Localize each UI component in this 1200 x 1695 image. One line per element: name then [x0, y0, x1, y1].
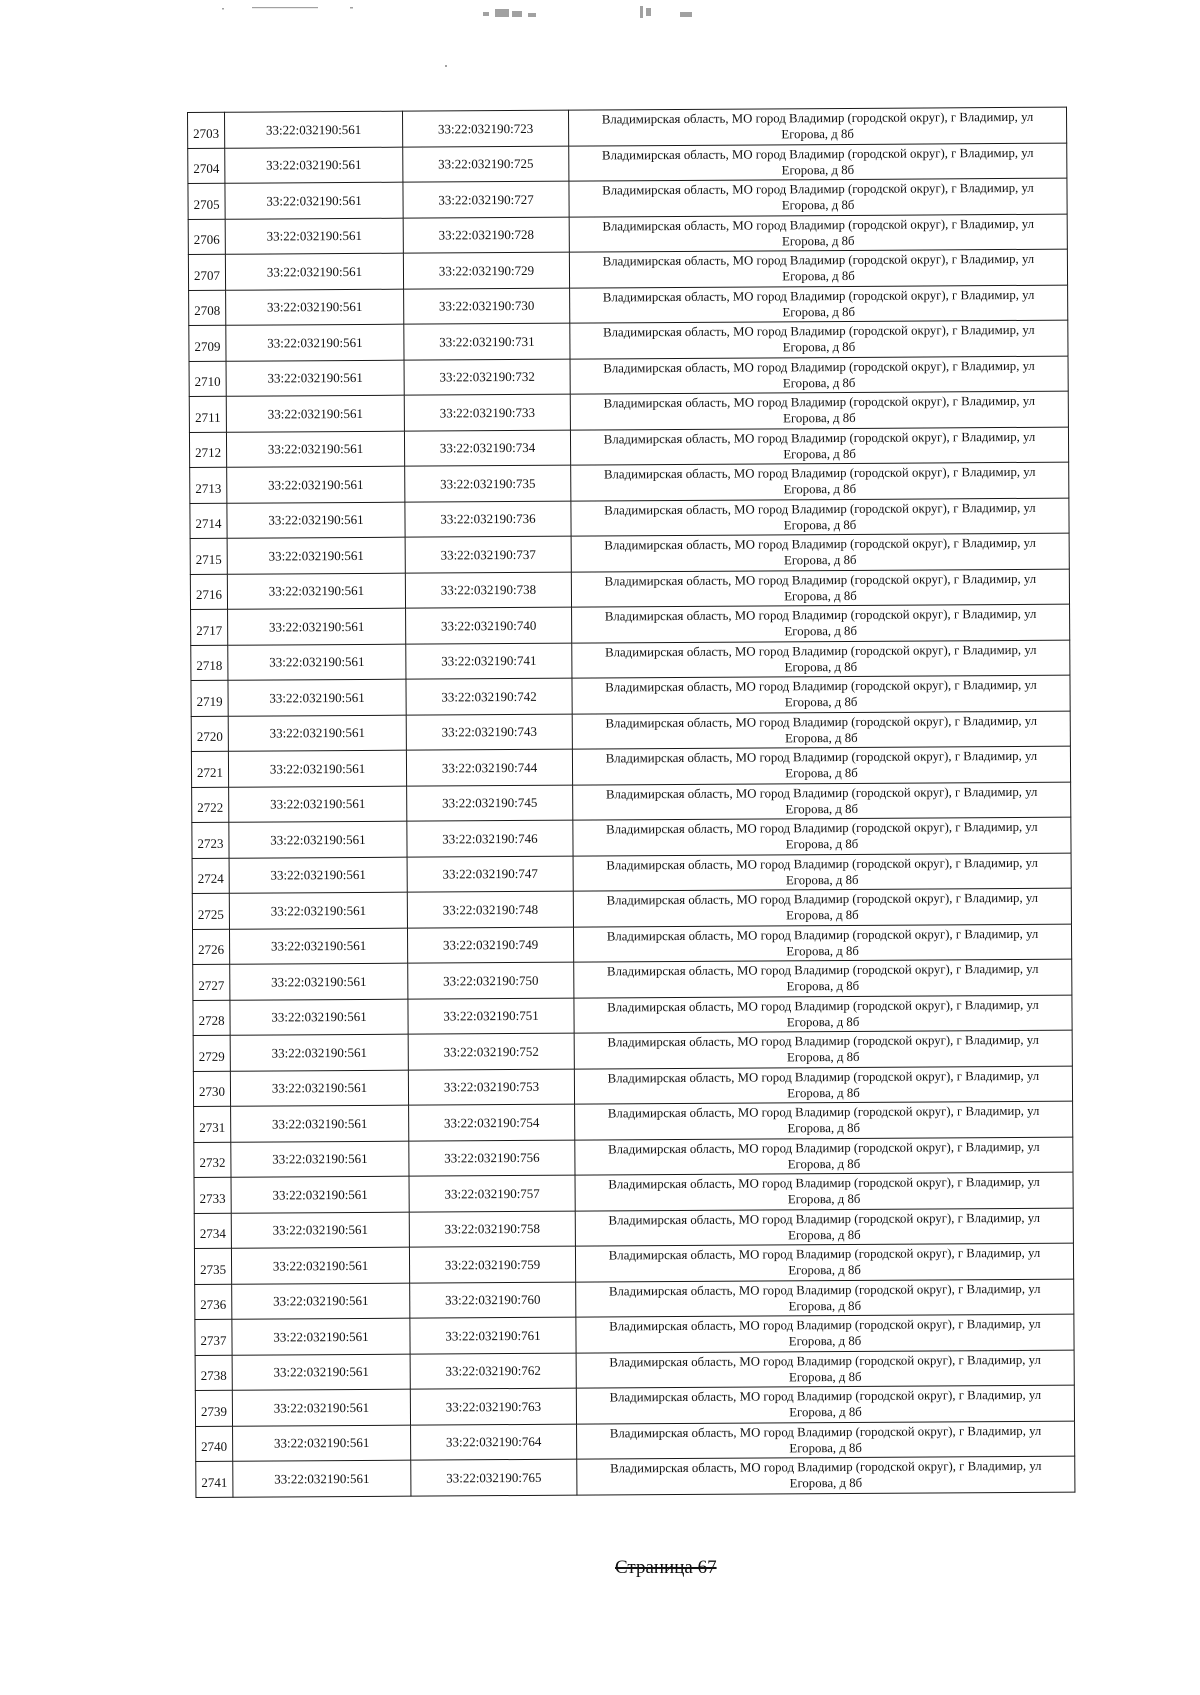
- parent-cadastral-number-cell: 33:22:032190:561: [232, 1354, 410, 1391]
- address-line-2: Егорова, д 8б: [783, 517, 857, 533]
- table-row: [194, 1172, 1073, 1213]
- address-line-2: Егорова, д 8б: [786, 1050, 860, 1065]
- address-line-1: Владимирская область, МО город Владимир (городской округ), г Владимир, ул: [604, 536, 1036, 553]
- parent-cadastral-number-cell: 33:22:032190:561: [232, 1283, 410, 1320]
- row-number-cell: 2729: [193, 1035, 230, 1071]
- address-line-2: Егорова, д 8б: [785, 766, 858, 781]
- cadastral-number-cell: 33:22:032190:735: [405, 465, 571, 502]
- row-number-cell: 2721: [191, 751, 228, 787]
- row-number-cell: 2722: [192, 787, 229, 823]
- parent-cadastral-number-cell: 33:22:032190:561: [226, 431, 404, 468]
- parent-cadastral-number-cell: 33:22:032190:561: [230, 999, 408, 1036]
- address-cell: [575, 1243, 1073, 1282]
- parent-cadastral-number-cell: 33:22:032190:561: [227, 466, 405, 503]
- parent-cadastral-number-cell: 33:22:032190:561: [228, 715, 406, 752]
- address-cell: [575, 1208, 1073, 1247]
- address-line-2: Егорова, д 8б: [781, 127, 854, 142]
- parent-cadastral-number-cell: 33:22:032190:561: [227, 537, 405, 574]
- address-line-1: Владимирская область, МО город Владимир (городской округ), г Владимир, ул: [609, 1352, 1041, 1370]
- row-number-cell: 2731: [194, 1106, 231, 1142]
- address-line-2: Егорова, д 8б: [783, 411, 856, 426]
- table-row: [191, 604, 1070, 645]
- table-row: [194, 1208, 1073, 1249]
- cadastral-number-cell: 33:22:032190:741: [406, 643, 572, 680]
- address-line-1: Владимирская область, МО город Владимир (городской округ), г Владимир, ул: [608, 1175, 1040, 1192]
- row-number-cell: 2720: [191, 716, 228, 752]
- address-cell: [572, 711, 1070, 750]
- parent-cadastral-number-cell: 33:22:032190:561: [231, 1141, 409, 1178]
- cadastral-number-cell: 33:22:032190:736: [405, 501, 571, 538]
- address-line-2: Егорова, д 8б: [787, 1192, 861, 1207]
- parent-cadastral-number-cell: 33:22:032190:561: [232, 1318, 410, 1355]
- address-line-2: Егорова, д 8б: [787, 1156, 861, 1172]
- address-line-1: Владимирская область, МО город Владимир (городской округ), г Владимир, ул: [608, 1210, 1041, 1228]
- address-line-2: Егорова, д 8б: [789, 1476, 863, 1491]
- parent-cadastral-number-cell: 33:22:032190:561: [229, 821, 407, 858]
- address-line-1: Владимирская область, МО город Владимир (городской округ), г Владимир, ул: [609, 1388, 1042, 1405]
- address-cell: [574, 1030, 1072, 1069]
- address-cell: [569, 249, 1067, 288]
- table-row: [188, 214, 1067, 255]
- address-line-2: Егорова, д 8б: [784, 588, 857, 604]
- parent-cadastral-number-cell: 33:22:032190:561: [230, 1034, 408, 1071]
- address-line-2: Егорова, д 8б: [787, 1121, 861, 1136]
- row-number-cell: 2736: [195, 1284, 232, 1320]
- address-cell: [572, 675, 1070, 714]
- address-line-1: Владимирская область, МО город Владимир (городской округ), г Владимир, ул: [607, 997, 1039, 1015]
- table-row: [193, 995, 1072, 1036]
- address-cell: [574, 959, 1072, 998]
- table-row: [189, 391, 1068, 432]
- address-cell: [574, 995, 1072, 1034]
- table-row: [192, 853, 1071, 894]
- cadastral-number-cell: 33:22:032190:760: [410, 1282, 576, 1319]
- address-line-2: Егорова, д 8б: [781, 233, 855, 249]
- address-cell: [571, 498, 1069, 537]
- address-line-2: Егорова, д 8б: [785, 837, 859, 852]
- address-line-1: Владимирская область, МО город Владимир (городской округ), г Владимир, ул: [604, 607, 1037, 624]
- table-row: [191, 675, 1070, 716]
- row-number-cell: 2714: [190, 503, 227, 539]
- table-row: [194, 1101, 1073, 1142]
- cadastral-number-cell: 33:22:032190:729: [403, 252, 569, 289]
- address-line-1: Владимирская область, МО город Владимир (городской округ), г Владимир, ул: [605, 749, 1038, 766]
- cadastral-number-cell: 33:22:032190:754: [409, 1104, 575, 1141]
- address-line-2: Егорова, д 8б: [786, 943, 859, 959]
- address-line-1: Владимирская область, МО город Владимир (городской округ), г Владимир, ул: [607, 1104, 1040, 1121]
- parent-cadastral-number-cell: 33:22:032190:561: [228, 644, 406, 681]
- row-number-cell: 2710: [189, 361, 226, 397]
- address-cell: [573, 924, 1071, 963]
- cadastral-number-cell: 33:22:032190:763: [410, 1388, 576, 1425]
- address-line-2: Егорова, д 8б: [788, 1263, 861, 1278]
- table-row: [196, 1456, 1075, 1497]
- row-number-cell: 2728: [193, 1000, 230, 1036]
- row-number-cell: 2738: [195, 1355, 232, 1391]
- parent-cadastral-number-cell: 33:22:032190:561: [226, 395, 404, 432]
- cadastral-number-cell: 33:22:032190:737: [405, 536, 571, 573]
- cadastral-number-cell: 33:22:032190:744: [406, 749, 572, 786]
- address-cell: [572, 746, 1070, 785]
- row-number-cell: 2741: [196, 1461, 233, 1497]
- cadastral-number-cell: 33:22:032190:732: [404, 359, 570, 396]
- row-number-cell: 2732: [194, 1142, 231, 1178]
- row-number-cell: 2712: [189, 432, 226, 468]
- row-number-cell: 2715: [190, 538, 227, 574]
- address-line-2: Егорова, д 8б: [785, 801, 859, 817]
- parent-cadastral-number-cell: 33:22:032190:561: [229, 892, 407, 929]
- address-line-1: Владимирская область, МО город Владимир (городской округ), г Владимир, ул: [608, 1139, 1040, 1157]
- address-cell: [573, 817, 1071, 856]
- table-row: [190, 569, 1069, 610]
- row-number-cell: 2718: [191, 645, 228, 681]
- address-line-1: Владимирская область, МО город Владимир (городской округ), г Владимир, ул: [604, 571, 1037, 589]
- table-row: [193, 1030, 1072, 1071]
- cadastral-number-cell: 33:22:032190:734: [404, 430, 570, 467]
- address-line-1: Владимирская область, МО город Владимир (городской округ), г Владимир, ул: [608, 1246, 1041, 1263]
- table-row: [191, 746, 1070, 787]
- row-number-cell: 2727: [193, 964, 230, 1000]
- address-line-2: Егорова, д 8б: [786, 908, 859, 923]
- row-number-cell: 2734: [194, 1213, 231, 1249]
- address-line-1: Владимирская область, МО город Владимир (городской округ), г Владимир, ул: [606, 855, 1038, 873]
- address-line-1: Владимирская область, МО город Владимир (городской округ), г Владимир, ул: [602, 287, 1035, 305]
- cadastral-number-cell: 33:22:032190:759: [409, 1246, 575, 1283]
- table-row: [189, 356, 1068, 397]
- row-number-cell: 2735: [194, 1248, 231, 1284]
- table-row: [195, 1314, 1074, 1355]
- address-line-1: Владимирская область, МО город Владимир (городской округ), г Владимир, ул: [602, 181, 1034, 198]
- parent-cadastral-number-cell: 33:22:032190:561: [227, 502, 405, 539]
- address-line-1: Владимирская область, МО город Владимир (городской округ), г Владимир, ул: [609, 1317, 1041, 1334]
- address-line-2: Егорова, д 8б: [784, 624, 857, 639]
- cadastral-number-cell: 33:22:032190:743: [406, 714, 572, 751]
- row-number-cell: 2724: [192, 858, 229, 894]
- address-cell: [568, 107, 1066, 146]
- address-line-2: Егорова, д 8б: [784, 659, 858, 675]
- row-number-cell: 2719: [191, 680, 228, 716]
- address-cell: [570, 320, 1068, 359]
- address-line-2: Егорова, д 8б: [782, 304, 856, 320]
- address-line-1: Владимирская область, МО город Владимир (городской округ), г Владимир, ул: [604, 500, 1036, 518]
- row-number-cell: 2703: [188, 112, 225, 148]
- cadastral-number-cell: 33:22:032190:727: [403, 181, 569, 218]
- table-row: [189, 285, 1068, 326]
- address-line-1: Владимирская область, МО город Владимир (городской округ), г Владимир, ул: [605, 678, 1037, 695]
- parent-cadastral-number-cell: 33:22:032190:561: [225, 253, 403, 290]
- row-number-cell: 2711: [189, 396, 226, 432]
- address-line-2: Егорова, д 8б: [786, 1014, 860, 1030]
- table-row: [194, 1243, 1073, 1284]
- address-cell: [569, 214, 1067, 253]
- table-row: [192, 782, 1071, 823]
- address-line-2: Егорова, д 8б: [781, 198, 855, 213]
- address-line-2: Егорова, д 8б: [789, 1440, 862, 1456]
- cadastral-number-cell: 33:22:032190:761: [410, 1317, 576, 1354]
- address-cell: [575, 1137, 1073, 1176]
- table-row: [191, 640, 1070, 681]
- address-cell: [577, 1421, 1075, 1460]
- parent-cadastral-number-cell: 33:22:032190:561: [225, 147, 403, 184]
- scan-noise-marks: [0, 0, 1200, 80]
- table-row: [188, 178, 1067, 219]
- address-line-1: Владимирская область, МО город Владимир (городской округ), г Владимир, ул: [602, 252, 1035, 269]
- address-cell: [571, 533, 1069, 572]
- address-line-1: Владимирская область, МО город Владимир (городской округ), г Владимир, ул: [603, 323, 1035, 340]
- cadastral-number-cell: 33:22:032190:764: [411, 1424, 577, 1461]
- address-cell: [570, 285, 1068, 324]
- parent-cadastral-number-cell: 33:22:032190:561: [225, 182, 403, 219]
- table-row: [192, 888, 1071, 929]
- page-footer-label: Страница 67: [615, 1557, 717, 1578]
- address-cell: [575, 1101, 1073, 1140]
- address-cell: [572, 640, 1070, 679]
- table-row: [195, 1385, 1074, 1426]
- address-cell: [570, 391, 1068, 430]
- row-number-cell: 2733: [194, 1177, 231, 1213]
- address-line-1: Владимирская область, МО город Владимир (городской округ), г Владимир, ул: [601, 145, 1034, 163]
- row-number-cell: 2706: [188, 219, 225, 255]
- address-line-1: Владимирская область, МО город Владимир (городской округ), г Владимир, ул: [606, 926, 1039, 944]
- cadastral-number-cell: 33:22:032190:751: [408, 998, 574, 1035]
- address-line-2: Егорова, д 8б: [787, 1085, 860, 1101]
- parent-cadastral-number-cell: 33:22:032190:561: [227, 573, 405, 610]
- cadastral-number-cell: 33:22:032190:742: [406, 678, 572, 715]
- address-cell: [569, 143, 1067, 182]
- address-line-2: Егорова, д 8б: [781, 162, 855, 178]
- parent-cadastral-number-cell: 33:22:032190:561: [232, 1389, 410, 1426]
- address-line-2: Егорова, д 8б: [785, 730, 858, 746]
- parent-cadastral-number-cell: 33:22:032190:561: [231, 1105, 409, 1142]
- address-line-1: Владимирская область, МО город Владимир (городской округ), г Владимир, ул: [607, 1068, 1040, 1086]
- cadastral-number-cell: 33:22:032190:730: [404, 288, 570, 325]
- table-row: [192, 817, 1071, 858]
- address-cell: [573, 782, 1071, 821]
- address-line-2: Егорова, д 8б: [788, 1334, 862, 1349]
- address-line-1: Владимирская область, МО город Владимир (городской округ), г Владимир, ул: [603, 358, 1035, 376]
- parent-cadastral-number-cell: 33:22:032190:561: [225, 111, 403, 148]
- address-line-2: Егорова, д 8б: [783, 446, 856, 462]
- row-number-cell: 2717: [191, 609, 228, 645]
- address-line-2: Егорова, д 8б: [786, 979, 860, 994]
- address-line-1: Владимирская область, МО город Владимир (городской округ), г Владимир, ул: [605, 713, 1038, 731]
- parent-cadastral-number-cell: 33:22:032190:561: [230, 963, 408, 1000]
- address-line-2: Егорова, д 8б: [782, 340, 856, 355]
- table-row: [190, 533, 1069, 574]
- cadastral-number-cell: 33:22:032190:748: [407, 891, 573, 928]
- address-line-2: Егорова, д 8б: [788, 1298, 862, 1314]
- row-number-cell: 2707: [188, 254, 225, 290]
- row-number-cell: 2713: [190, 467, 227, 503]
- cadastral-number-cell: 33:22:032190:757: [409, 1175, 575, 1212]
- address-cell: [575, 1172, 1073, 1211]
- address-line-2: Егорова, д 8б: [782, 269, 855, 284]
- address-line-1: Владимирская область, МО город Владимир (городской округ), г Владимир, ул: [601, 110, 1034, 127]
- cadastral-number-cell: 33:22:032190:731: [404, 323, 570, 360]
- cadastral-number-cell: 33:22:032190:747: [407, 856, 573, 893]
- cadastral-number-cell: 33:22:032190:740: [406, 607, 572, 644]
- table-body: [188, 107, 1075, 1497]
- address-cell: [570, 427, 1068, 466]
- address-cell: [573, 853, 1071, 892]
- row-number-cell: 2708: [189, 290, 226, 326]
- row-number-cell: 2723: [192, 822, 229, 858]
- parent-cadastral-number-cell: 33:22:032190:561: [231, 1247, 409, 1284]
- parent-cadastral-number-cell: 33:22:032190:561: [231, 1212, 409, 1249]
- cadastral-number-cell: 33:22:032190:749: [407, 927, 573, 964]
- parent-cadastral-number-cell: 33:22:032190:561: [228, 608, 406, 645]
- cadastral-table: [187, 107, 1075, 1498]
- row-number-cell: 2740: [196, 1426, 233, 1462]
- row-number-cell: 2716: [190, 574, 227, 610]
- address-cell: [574, 1066, 1072, 1105]
- address-line-1: Владимирская область, МО город Владимир (городской округ), г Владимир, ул: [606, 962, 1039, 979]
- table-row: [193, 959, 1072, 1000]
- row-number-cell: 2709: [189, 325, 226, 361]
- table-row: [188, 143, 1067, 184]
- parent-cadastral-number-cell: 33:22:032190:561: [228, 750, 406, 787]
- table-row: [190, 498, 1069, 539]
- address-line-2: Егорова, д 8б: [785, 872, 859, 888]
- address-cell: [576, 1314, 1074, 1353]
- cadastral-number-cell: 33:22:032190:745: [407, 785, 573, 822]
- parent-cadastral-number-cell: 33:22:032190:561: [229, 786, 407, 823]
- address-cell: [576, 1350, 1074, 1389]
- cadastral-number-cell: 33:22:032190:733: [404, 394, 570, 431]
- table-row: [194, 1137, 1073, 1178]
- address-cell: [576, 1279, 1074, 1318]
- address-line-1: Владимирская область, МО город Владимир (городской округ), г Владимир, ул: [608, 1281, 1041, 1299]
- row-number-cell: 2739: [195, 1390, 232, 1426]
- parent-cadastral-number-cell: 33:22:032190:561: [233, 1425, 411, 1462]
- row-number-cell: 2730: [193, 1071, 230, 1107]
- address-line-1: Владимирская область, МО город Владимир (городской округ), г Владимир, ул: [603, 394, 1036, 411]
- parent-cadastral-number-cell: 33:22:032190:561: [226, 289, 404, 326]
- table-row: [193, 1066, 1072, 1107]
- cadastral-number-cell: 33:22:032190:762: [410, 1353, 576, 1390]
- address-line-1: Владимирская область, МО город Владимир (городской округ), г Владимир, ул: [606, 891, 1039, 908]
- parent-cadastral-number-cell: 33:22:032190:561: [228, 679, 406, 716]
- address-line-1: Владимирская область, МО город Владимир (городской округ), г Владимир, ул: [606, 820, 1038, 837]
- address-line-1: Владимирская область, МО город Владимир (городской округ), г Владимир, ул: [609, 1423, 1042, 1441]
- address-cell: [571, 462, 1069, 501]
- parent-cadastral-number-cell: 33:22:032190:561: [233, 1460, 411, 1497]
- address-line-1: Владимирская область, МО город Владимир (городской округ), г Владимир, ул: [602, 216, 1034, 234]
- row-number-cell: 2726: [192, 929, 229, 965]
- address-line-2: Егорова, д 8б: [783, 553, 857, 568]
- cadastral-number-cell: 33:22:032190:750: [408, 962, 574, 999]
- table-row: [195, 1350, 1074, 1391]
- address-cell: [573, 888, 1071, 927]
- row-number-cell: 2705: [188, 183, 225, 219]
- table-row: [190, 462, 1069, 503]
- table-row: [195, 1279, 1074, 1320]
- cadastral-number-cell: 33:22:032190:758: [409, 1211, 575, 1248]
- parent-cadastral-number-cell: 33:22:032190:561: [229, 928, 407, 965]
- table-row: [189, 320, 1068, 361]
- cadastral-number-cell: 33:22:032190:765: [411, 1459, 577, 1496]
- address-line-2: Егорова, д 8б: [783, 482, 857, 497]
- address-cell: [569, 178, 1067, 217]
- address-line-1: Владимирская область, МО город Владимир (городской округ), г Владимир, ул: [605, 642, 1037, 660]
- address-line-2: Егорова, д 8б: [784, 695, 858, 710]
- address-line-2: Егорова, д 8б: [788, 1369, 862, 1385]
- parent-cadastral-number-cell: 33:22:032190:561: [231, 1176, 409, 1213]
- cadastral-number-cell: 33:22:032190:756: [409, 1140, 575, 1177]
- address-line-1: Владимирская область, МО город Владимир (городской округ), г Владимир, ул: [605, 784, 1038, 802]
- parent-cadastral-number-cell: 33:22:032190:561: [225, 218, 403, 255]
- cadastral-number-cell: 33:22:032190:728: [403, 217, 569, 254]
- address-cell: [576, 1385, 1074, 1424]
- row-number-cell: 2725: [192, 893, 229, 929]
- address-cell: [577, 1456, 1075, 1495]
- cadastral-number-cell: 33:22:032190:746: [407, 820, 573, 857]
- parent-cadastral-number-cell: 33:22:032190:561: [226, 324, 404, 361]
- table-row: [189, 427, 1068, 468]
- cadastral-number-cell: 33:22:032190:725: [403, 146, 569, 183]
- table-row: [191, 711, 1070, 752]
- cadastral-number-cell: 33:22:032190:738: [405, 572, 571, 609]
- address-line-1: Владимирская область, МО город Владимир (городской округ), г Владимир, ул: [603, 465, 1036, 482]
- row-number-cell: 2737: [195, 1319, 232, 1355]
- parent-cadastral-number-cell: 33:22:032190:561: [229, 857, 407, 894]
- address-line-2: Егорова, д 8б: [782, 375, 856, 391]
- parent-cadastral-number-cell: 33:22:032190:561: [226, 360, 404, 397]
- address-line-2: Егорова, д 8б: [789, 1405, 862, 1420]
- cadastral-number-cell: 33:22:032190:752: [408, 1033, 574, 1070]
- address-line-1: Владимирская область, МО город Владимир (городской округ), г Владимир, ул: [610, 1459, 1042, 1476]
- table-row: [192, 924, 1071, 965]
- cadastral-number-cell: 33:22:032190:723: [402, 110, 568, 147]
- parent-cadastral-number-cell: 33:22:032190:561: [230, 1070, 408, 1107]
- address-line-1: Владимирская область, МО город Владимир (городской округ), г Владимир, ул: [607, 1033, 1039, 1050]
- address-line-2: Егорова, д 8б: [788, 1227, 861, 1243]
- table-row: [188, 107, 1067, 148]
- cadastral-number-cell: 33:22:032190:753: [408, 1069, 574, 1106]
- table-row: [196, 1421, 1075, 1462]
- table-row: [188, 249, 1067, 290]
- row-number-cell: 2704: [188, 148, 225, 184]
- address-line-1: Владимирская область, МО город Владимир (городской округ), г Владимир, ул: [603, 429, 1036, 447]
- address-cell: [570, 356, 1068, 395]
- address-cell: [572, 604, 1070, 643]
- address-cell: [571, 569, 1069, 608]
